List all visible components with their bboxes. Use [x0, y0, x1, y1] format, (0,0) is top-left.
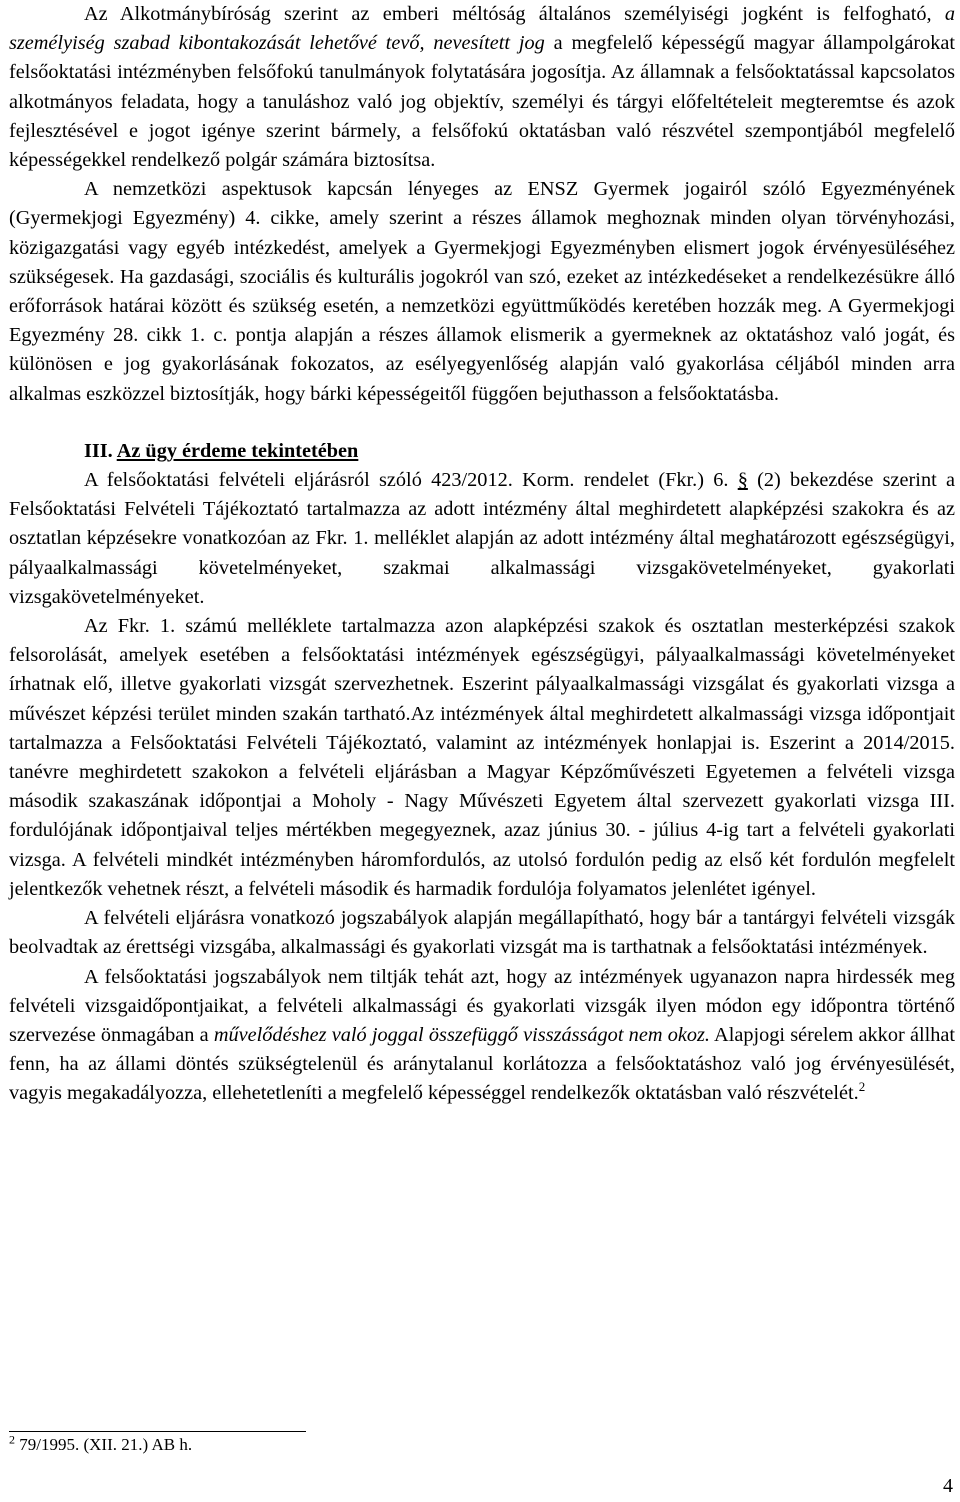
paragraph-dignity	[9, 0, 955, 175]
paragraph-conclusion	[9, 963, 955, 1109]
paragraph-text: A felsőoktatási jogszabályok nem tiltják tehát azt, hogy az intézmények ugyanazon napra hirdessék meg felvételi vizsgaidőpontjaikat, a felvételi alkalmassági és gyakorlati vizsgák ilyen módon egy időpontra történő szervezése önmagában a	[9, 965, 955, 1046]
paragraph-text: Alapjogi sérelem akkor állhat fenn, ha az állami döntés szükségtelenül és aránytalanul korlátozza a felsőoktatáshoz való jog érvényesülését, vagyis megakadályozza, ellehetetleníti a megfelelő képességgel rendelkezők oktatásban való részvételét.	[9, 1023, 955, 1105]
paragraph-fkr	[9, 466, 955, 612]
section-sign: §	[737, 469, 748, 492]
paragraph-text: Az Alkotmánybíróság szerint az emberi méltóság általános személyiségi jogként is felfogható,	[84, 3, 945, 25]
italic-emphasis: művelődéshez való joggal összefüggő visszásságot nem okoz.	[213, 1023, 710, 1046]
paragraph-international: A nemzetközi aspektusok kapcsán lényeges az ENSZ Gyermek jogairól szóló Egyezményének (Gyermekjogi Egyezmény) 4. cikke, amely szerint a részes államok meghoznak minden olyan törvényhozási, közigazgatási vagy egyéb intézkedést, amelyek a Gyermekjogi Egyezményben elismert jogok érvényesüléséhez szükségesek. Ha gazdasági, szociális és kulturális jogokról van szó, ezeket az intézkedéseket a rendelkezésükre álló erőforrások határai között és szükség esetén, a nemzetközi együttműködés keretében hozzák meg. A Gyermekjogi Egyezmény 28. cikk 1. c. pontja alapján a részes államok elismerik a gyermeknek az oktatáshoz való jogát, és különösen e jog gyakorlásának fokozatos, az esélyegyenlőség alapján való gyakorlása céljából minden arra alkalmas eszközzel biztosítják, hogy bárki képességeitől függően bejuthasson a felsőoktatásba.	[9, 178, 955, 405]
section-spacer	[9, 409, 955, 437]
footnote	[9, 1434, 192, 1456]
paragraph-annex: Az Fkr. 1. számú melléklete tartalmazza azon alapképzési szakok és osztatlan mesterképzési szakok felsorolását, amelyek esetében a felsőoktatási intézmények egészségügyi, pályaalkalmassági követelményeket írhatnak elő, illetve gyakorlati vizsgát szervezhetnek. Eszerint pályaalkalmassági vizsgálat és gyakorlati vizsga a művészet képzési terület minden szakán tartható.Az intézmények által meghirdetett alkalmassági vizsga időpontjait tartalmazza a Felsőoktatási Felvételi Tájékoztató, valamint az intézmények honlapjai is. Eszerint a 2014/2015. tanévre meghirdetett szakokon a felvételi eljárásban a Magyar Képzőművészeti Egyetemen a felvételi vizsga második szakaszának időpontjai a Moholy - Nagy Művészeti Egyetem által szervezett gyakorlati vizsga III. fordulójának időpontjaival teljes mértékben megegyeznek, azaz június 30. - július 4-ig tart a felvételi gyakorlati vizsga. A felvételi mindkét intézményben háromfordulós, az utolsó fordulón pedig az első két fordulón megfelelt jelentkezők vehetnek részt, a felvételi második és harmadik fordulója folyamatos jelenlétet igényel.	[9, 615, 955, 900]
section-heading	[9, 437, 955, 466]
paragraph-text: (2) bekezdése szerint a Felsőoktatási Felvételi Tájékoztató tartalmazza az adott intézmény által meghirdetett alapképzési szakokra és az osztatlan képzésekre vonatkozóan az Fkr. 1. melléklet alapján az adott intézmény által meghatározott egészségügyi, pályaalkalmassági követelményeket, szakmai alkalmassági vizsgakövetelményeket, gyakorlati vizsgakövetelményeket.	[9, 469, 955, 608]
page-number: 4	[943, 1475, 953, 1497]
footnote-reference[interactable]: 2	[858, 1079, 866, 1095]
italic-emphasis: a személyiség szabad kibontakozását lehetővé tevő, nevesített jog	[9, 3, 955, 55]
section-number: III.	[84, 439, 113, 462]
section-title: Az ügy érdeme tekintetében	[116, 439, 359, 462]
footnote-marker: 2	[9, 1432, 15, 1447]
paragraph-legislation: A felvételi eljárásra vonatkozó jogszabályok alapján megállapítható, hogy bár a tantárgyi felvételi vizsgák beolvadtak az érettségi vizsgába, alkalmassági és gyakorlati vizsgát ma is tarthatnak a felsőoktatási intézmények.	[9, 907, 955, 959]
footnote-text: 79/1995. (XII. 21.) AB h.	[15, 1435, 193, 1454]
document-page	[9, 0, 955, 1109]
footnote-divider	[9, 1431, 306, 1432]
paragraph-text: A felsőoktatási felvételi eljárásról szóló 423/2012. Korm. rendelet (Fkr.) 6.	[84, 469, 738, 492]
paragraph-text: a megfelelő képességű magyar állampolgárokat felsőoktatási intézményben felsőfokú tanulmányok folytatására jogosítja. Az államnak a felsőoktatással kapcsolatos alkotmányos feladata, hogy a tanuláshoz való jog objektív, személyi és tárgyi előfeltételeit megteremtse és azok fejlesztésével e jogot igénye szerint bármely, a felsőfokú oktatásban való részvétel szempontjából megfelelő képességekkel rendelkező polgár számára biztosítsa.	[9, 32, 956, 172]
